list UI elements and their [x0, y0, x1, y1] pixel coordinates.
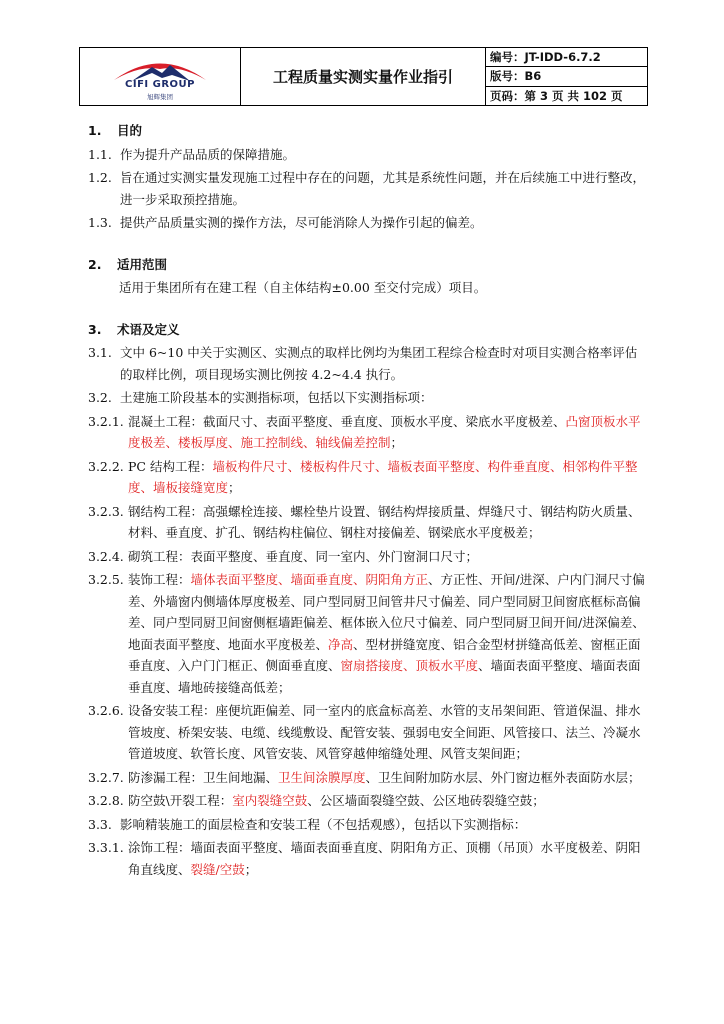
- clause: [88, 167, 648, 210]
- clause-text: [128, 569, 648, 698]
- section-number: 1.: [88, 123, 102, 138]
- clause-number: 3.2.6.: [88, 703, 124, 718]
- text-run: 、方正性、开间/进深、户内门洞尺寸偏差、外墙窗内侧墙体厚度极差、同户型同厨卫间管井尺寸偏差、同户型同厨卫间窗底框标高偏差、同户型同厨卫间窗侧框墙距偏差、框体嵌入位尺寸偏差、同户型同厨卫间开间/进深偏差、地面表面平整度、地面水平度极差、: [128, 572, 645, 652]
- clause: [88, 790, 648, 812]
- clause: [88, 411, 648, 454]
- clause-text: 提供产品质量实测的操作方法，尽可能消除人为操作引起的偏差。: [120, 215, 483, 230]
- company-logo: [80, 48, 241, 105]
- clause: [88, 501, 648, 544]
- clause-text: 土建施工阶段基本的实测指标项，包括以下实测指标项：: [120, 390, 433, 405]
- clause-number: 3.2.7.: [88, 769, 124, 785]
- clause-number: 3.1.: [88, 345, 112, 360]
- clause: [88, 342, 648, 385]
- section-title: 术语及定义: [117, 321, 180, 337]
- highlighted-text: 墙板构件尺寸、楼板构件尺寸、墙板表面平整度、构件垂直度、相邻构件平整度、墙板接缝宽度: [128, 458, 638, 495]
- clause-number: 3.2.3.: [88, 503, 124, 519]
- highlighted-text: 窗扇搭接度、顶板水平度: [340, 658, 479, 673]
- text-run: 防渗漏工程：卫生间地漏、: [128, 769, 279, 785]
- clause: [88, 546, 648, 568]
- document-body: [88, 120, 648, 880]
- clause-number: 3.2.1.: [88, 413, 124, 429]
- clause-number: 1.3.: [88, 215, 112, 230]
- clause-text: 影响精装施工的面层检查和安装工程（不包括观感），包括以下实测指标：: [120, 816, 527, 832]
- clause-text: [128, 456, 648, 499]
- clause-number: 3.2.4.: [88, 548, 124, 564]
- highlighted-text: 凸窗顶板水平度极差、楼板厚度、施工控制线、轴线偏差控制: [128, 413, 641, 450]
- text-run: 、墙面表面平整度、墙面表面垂直度、墙地砖接缝高低差；: [128, 658, 641, 695]
- document-version: 版号：B6: [486, 66, 647, 85]
- highlighted-text: 室内裂缝空鼓: [232, 793, 308, 808]
- text-run: ；: [390, 435, 404, 450]
- text-run: 涂饰工程：墙面表面平整度、墙面表面垂直度、阴阳角方正、顶棚（吊顶）水平度极差、阴阳角直线度、: [128, 840, 641, 877]
- document-code: 编号：JT-IDD-6.7.2: [490, 50, 601, 65]
- clause-number: 3.2.: [88, 390, 112, 405]
- section-number: 2.: [88, 256, 102, 272]
- highlighted-text: 卫生间涂膜厚度: [278, 769, 366, 785]
- page-number: 页码：第 3 页 共 102 页: [486, 86, 647, 105]
- text-run: PC 结构工程：: [128, 458, 213, 474]
- text-run: 防空鼓\开裂工程：: [128, 793, 233, 808]
- clause: [88, 569, 648, 698]
- clause: [88, 387, 648, 409]
- document-title: 工程质量实测实量作业指引: [241, 48, 486, 105]
- clause-text: 作为提升产品品质的保障措施。: [120, 146, 296, 162]
- section-title: 适用范围: [117, 256, 168, 272]
- text-run: ；: [228, 480, 241, 495]
- section-title: 目的: [117, 123, 143, 138]
- clause-text: 旨在通过实测实量发现施工过程中存在的问题，尤其是系统性问题，并在后续施工中进行整改，进一步采取预控措施。: [120, 170, 646, 207]
- highlighted-text: 裂缝/空鼓: [190, 861, 245, 877]
- clause: [88, 814, 648, 836]
- logo-english-name: CIFI GROUP: [125, 79, 195, 90]
- section-heading: [88, 120, 648, 142]
- text-run: 、型材拼缝宽度、铝合金型材拼缝高低差、窗框正面垂直度、入户门门框正、侧面垂直度、: [128, 636, 641, 673]
- clause: [88, 837, 648, 880]
- clause: [88, 700, 648, 765]
- text-run: 、卫生间附加防水层、外门窗边框外表面防水层；: [365, 769, 641, 785]
- clause-number: 3.3.1.: [88, 840, 124, 855]
- clause: [88, 456, 648, 499]
- clause-text: 文中 6~10 中关于实测区、实测点的取样比例均为集团工程综合检查时对项目实测合格率评估的取样比例，项目现场实测比例按 4.2~4.4 执行。: [120, 345, 638, 382]
- section-number: 3.: [88, 321, 102, 337]
- section-heading: [88, 319, 648, 341]
- text-run: 装饰工程：: [128, 572, 191, 587]
- clause-text: 砌筑工程：表面平整度、垂直度、同一室内、外门窗洞口尺寸；: [128, 548, 479, 564]
- section-text: 适用于集团所有在建工程（自主体结构±0.00 至交付完成）项目。: [119, 280, 487, 295]
- clause-number: 1.1.: [88, 146, 112, 162]
- logo-chinese-name: 旭辉集团: [147, 93, 173, 101]
- clause-number: 3.2.2.: [88, 458, 124, 474]
- highlighted-text: 墙体表面平整度、墙面垂直度、阴阳角方正: [190, 572, 429, 587]
- clause-number: 3.2.5.: [88, 572, 124, 587]
- section-heading: [88, 254, 648, 276]
- clause-number: 1.2.: [88, 170, 112, 185]
- clause-text: [128, 767, 648, 789]
- text-run: ；: [244, 861, 258, 877]
- clause-text: [128, 790, 648, 812]
- document-header: [79, 47, 648, 106]
- text-run: 混凝土工程：截面尺寸、表面平整度、垂直度、顶板水平度、梁底水平度极差、: [128, 413, 566, 429]
- clause-text: [128, 837, 648, 880]
- clause-text: [128, 411, 648, 454]
- clause-text: 钢结构工程：高强螺栓连接、螺栓垫片设置、钢结构焊接质量、焊缝尺寸、钢结构防火质量、材料、垂直度、扩孔、钢结构柱偏位、钢柱对接偏差、钢梁底水平度极差；: [128, 503, 641, 540]
- text-run: 、公区墙面裂缝空鼓、公区地砖裂缝空鼓；: [307, 793, 545, 808]
- clause-text: 设备安装工程：座便坑距偏差、同一室内的底盒标高差、水管的支吊架间距、管道保温、排水管坡度、桥架安装、电缆、线缆敷设、配管安装、强弱电安全间距、风管接口、法兰、冷凝水管道坡度、软管长度、风管安装、风管穿越伸缩缝处理、风管支架间距；: [128, 703, 641, 761]
- clause: [88, 144, 648, 166]
- document-meta: [486, 48, 647, 105]
- clause: [88, 212, 648, 234]
- highlighted-text: 净高: [328, 636, 354, 652]
- clause: [88, 767, 648, 789]
- clause-number: 3.3.: [88, 816, 112, 832]
- clause-number: 3.2.8.: [88, 793, 124, 808]
